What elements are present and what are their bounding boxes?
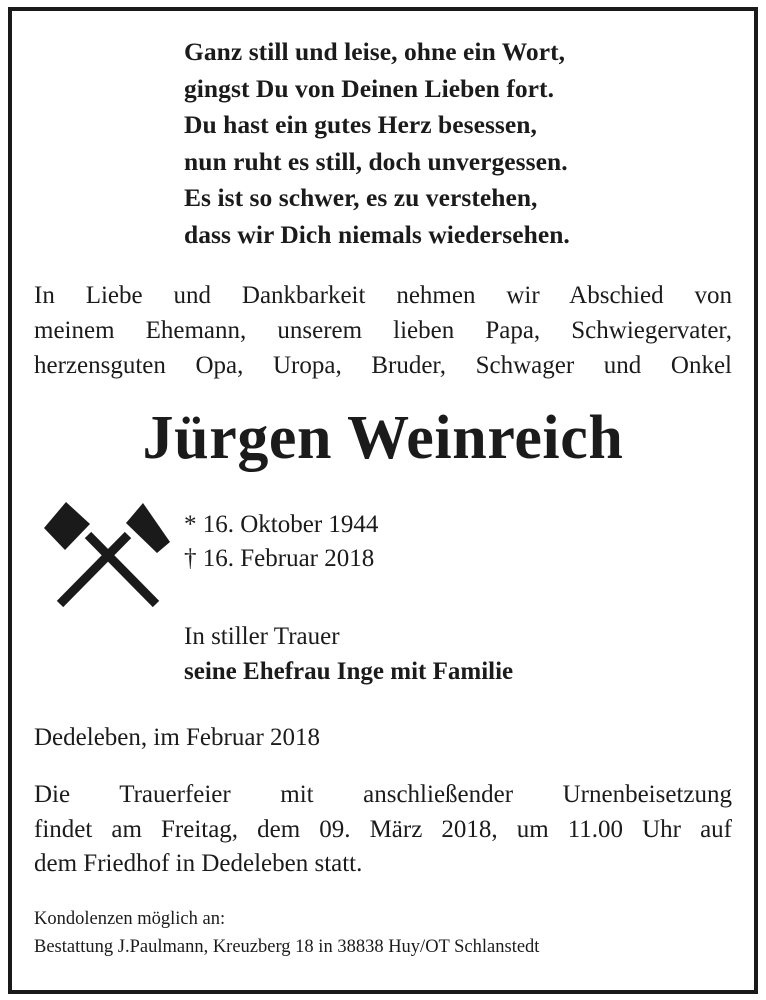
poem-line: Du hast ein gutes Herz besessen,: [184, 110, 537, 140]
poem-line: gingst Du von Deinen Lieben fort.: [184, 73, 555, 103]
poem-line: Ganz still und leise, ohne ein Wort,: [184, 37, 566, 66]
place-date: Dedeleben, im Februar 2018: [34, 724, 321, 751]
poem: [184, 34, 570, 254]
mourning-families: seine Ehefrau Inge mit Familie: [184, 658, 514, 685]
hammer-and-pick-icon: [44, 500, 174, 617]
farewell-line: In Liebe und Dankbarkeit nehmen wir Abschied von: [34, 282, 732, 309]
funeral-line: dem Friedhof in Dedeleben statt.: [34, 850, 363, 877]
condolence-info: [34, 905, 539, 961]
funeral-info: [34, 778, 732, 882]
poem-line: Es ist so schwer, es zu verstehen,: [184, 183, 538, 213]
farewell-line: herzensguten Opa, Uropa, Bruder, Schwager und Onkel: [34, 351, 732, 379]
farewell-text: [34, 279, 732, 383]
birth-date: * 16. Oktober 1944: [184, 511, 379, 538]
life-dates: [184, 508, 378, 576]
death-date: † 16. Februar 2018: [184, 545, 375, 572]
mourners: [184, 619, 513, 689]
mourning-line: In stiller Trauer: [184, 623, 340, 650]
funeral-line: Die Trauerfeier mit anschließender Urnenbeisetzung: [34, 781, 732, 808]
condolence-label: Kondolenzen möglich an:: [34, 909, 226, 929]
condolence-address: Bestattung J.Paulmann, Kreuzberg 18 in 38838 Huy/OT Schlanstedt: [34, 937, 540, 957]
funeral-line: findet am Freitag, dem 09. März 2018, um 11.00 Uhr auf: [34, 815, 732, 843]
farewell-line: meinem Ehemann, unserem lieben Papa, Schwiegervater,: [34, 316, 732, 344]
deceased-name: Jürgen Weinreich: [142, 404, 624, 472]
poem-line: nun ruht es still, doch unvergessen.: [184, 146, 568, 176]
poem-line: dass wir Dich niemals wiedersehen.: [184, 219, 570, 249]
